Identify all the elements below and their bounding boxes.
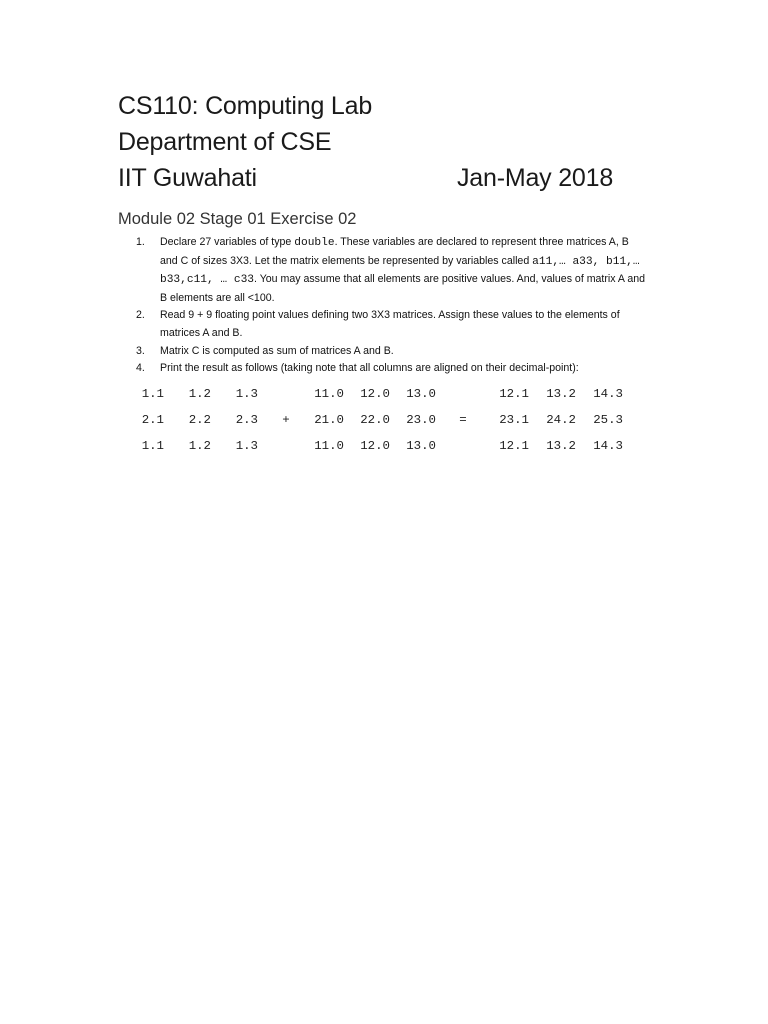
task-text: Declare 27 variables of type <box>160 236 295 248</box>
variable-names-code: a11,… a33, b11,… b33,c11, … c33 <box>160 255 640 287</box>
task-list <box>136 234 646 378</box>
matrix-b-cell: 22.0 <box>360 413 390 427</box>
task-item-2 <box>136 307 646 342</box>
matrix-c-cell: 14.3 <box>593 439 623 453</box>
task-text: Print the result as follows (taking note that all columns are aligned on their decimal-point): <box>160 362 579 375</box>
plus-operator: + <box>282 413 290 427</box>
matrix-a-cell: 1.1 <box>141 387 164 401</box>
matrix-a-cell: 1.3 <box>235 439 258 453</box>
task-item-4 <box>136 360 646 378</box>
matrix-a-cell: 1.2 <box>188 387 211 401</box>
matrix-b-cell: 13.0 <box>406 387 436 401</box>
term-label: Jan-May 2018 <box>457 164 614 192</box>
matrix-c-cell: 12.1 <box>499 387 529 401</box>
institute-line <box>118 160 618 196</box>
course-title: CS110: Computing Lab <box>118 92 373 120</box>
matrix-b-cell: 11.0 <box>314 439 344 453</box>
matrix-b-cell: 12.0 <box>360 439 390 453</box>
task-text: Read 9 + 9 floating point values defining two 3X3 matrices. Assign these values to the elements of matrices A and B. <box>160 309 620 339</box>
task-number: 2. <box>136 309 145 322</box>
matrix-a-cell: 1.3 <box>235 387 258 401</box>
matrix-c-cell: 12.1 <box>499 439 529 453</box>
task-item-1 <box>136 234 646 307</box>
institute-name: IIT Guwahati <box>118 164 257 192</box>
matrix-b-cell: 11.0 <box>314 387 344 401</box>
matrix-c-cell: 25.3 <box>593 413 623 427</box>
equals-operator: = <box>459 413 467 427</box>
task-number: 4. <box>136 362 145 375</box>
matrix-a-cell: 1.2 <box>188 439 211 453</box>
matrix-c-cell: 23.1 <box>499 413 529 427</box>
matrix-a-cell: 2.3 <box>235 413 258 427</box>
module-title: Module 02 Stage 01 Exercise 02 <box>118 210 357 228</box>
matrix-b-cell: 13.0 <box>406 439 436 453</box>
matrix-b-cell: 12.0 <box>360 387 390 401</box>
matrix-b-cell: 21.0 <box>314 413 344 427</box>
type-code: double <box>294 237 335 249</box>
matrix-c-cell: 13.2 <box>546 387 576 401</box>
matrix-c-cell: 14.3 <box>593 387 623 401</box>
matrix-c-cell: 24.2 <box>546 413 576 427</box>
task-text: . You may assume that all elements are positive values. And, values of matrix A and B elements are all <100. <box>160 273 646 304</box>
matrix-a-cell: 1.1 <box>141 439 164 453</box>
matrix-a-cell: 2.1 <box>141 413 164 427</box>
task-number: 1. <box>136 236 145 248</box>
task-item-3 <box>136 343 646 361</box>
matrix-c-cell: 13.2 <box>546 439 576 453</box>
task-number: 3. <box>136 344 145 357</box>
matrix-b-cell: 23.0 <box>406 413 436 427</box>
document-header <box>118 88 618 196</box>
department-name: Department of CSE <box>118 128 332 156</box>
task-text: Matrix C is computed as sum of matrices A and B. <box>160 344 394 357</box>
matrix-a-cell: 2.2 <box>188 413 211 427</box>
task-text: . These variables are declared to represent three matrices A, B and C of sizes 3X3. Let the matrix elements be represented by variables called <box>160 236 629 267</box>
